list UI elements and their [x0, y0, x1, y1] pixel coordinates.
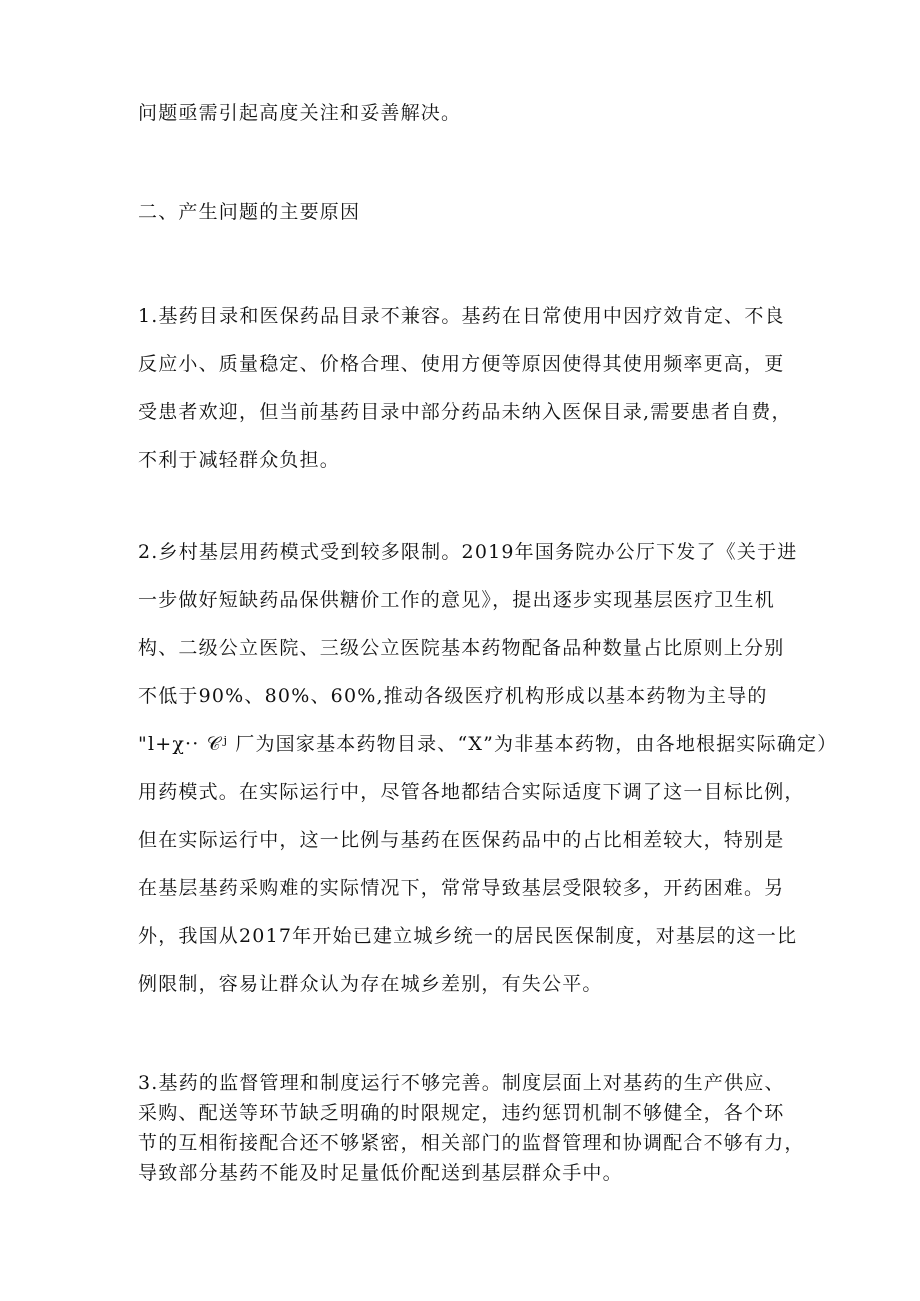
text-line: 反应小、质量稳定、价格合理、使用方便等原因使得其使用频率更高，更: [138, 353, 785, 375]
text-line: 构、二级公立医院、三级公立医院基本药物配备品种数量占比原则上分别: [138, 637, 785, 659]
text-line: 一步做好短缺药品保供糖价工作的意见》，提出逐步实现基层医疗卫生机: [138, 589, 775, 611]
text-line: 采购、配送等环节缺乏明确的时限规定，违约惩罚机制不够健全，各个环: [138, 1102, 785, 1124]
text-line: "l+χ·· 𝒞ʲ 厂为国家基本药物目录、“X”为非基本药物，由各地根据实际确定）: [138, 733, 838, 755]
text-line: 1.基药目录和医保药品目录不兼容。基药在日常使用中因疗效肯定、不良: [138, 305, 785, 327]
section-heading: [138, 197, 788, 227]
text-line: 但在实际运行中，这一比例与基药在医保药品中的占比相差较大，特别是: [138, 829, 785, 851]
text-line: 2.乡村基层用药模式受到较多限制。2019年国务院办公厅下发了《关于进: [138, 541, 798, 563]
text-line: 3.基药的监督管理和制度运行不够完善。制度层面上对基药的生产供应、: [138, 1072, 785, 1094]
paragraph-2: [138, 528, 838, 1008]
text-line: 导致部分基药不能及时足量低价配送到基层群众手中。: [138, 1162, 623, 1184]
text-line: 不利于减轻群众负担。: [138, 449, 341, 471]
text-line: 用药模式。在实际运行中，尽管各地都结合实际适度下调了这一目标比例，: [138, 781, 805, 803]
section-heading-text: 二、产生问题的主要原因: [138, 201, 361, 223]
text-line: 例限制，容易让群众认为存在城乡差别，有失公平。: [138, 973, 603, 995]
text-line: 在基层基药采购难的实际情况下，常常导致基层受限较多，开药困难。另: [138, 877, 785, 899]
continuation-paragraph: [138, 98, 788, 128]
text-line: 外，我国从2017年开始已建立城乡统一的居民医保制度，对基层的这一比: [138, 925, 798, 947]
text-line: 问题亟需引起高度关注和妥善解决。: [138, 102, 462, 124]
text-line: 受患者欢迎，但当前基药目录中部分药品未纳入医保目录,需要患者自费，: [138, 401, 792, 423]
paragraph-1: [138, 292, 792, 484]
text-line: 不低于90%、80%、60%,推动各级医疗机构形成以基本药物为主导的: [138, 685, 768, 707]
paragraph-3: [138, 1068, 805, 1188]
text-line: 节的互相衔接配合还不够紧密，相关部门的监督管理和协调配合不够有力，: [138, 1132, 805, 1154]
